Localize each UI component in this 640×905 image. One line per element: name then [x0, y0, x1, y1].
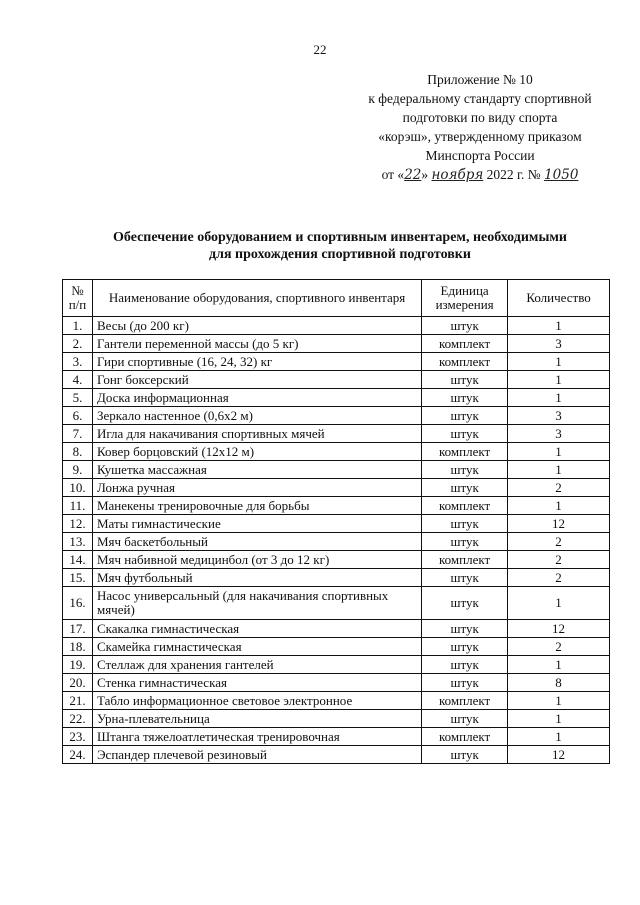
- row-name: Игла для накачивания спортивных мячей: [92, 425, 421, 443]
- row-quantity: 2: [508, 533, 610, 551]
- row-quantity: 3: [508, 407, 610, 425]
- row-unit: штук: [422, 587, 508, 620]
- row-unit: штук: [422, 479, 508, 497]
- equipment-table: [62, 279, 610, 764]
- row-unit: комплект: [422, 353, 508, 371]
- table-row: [63, 569, 610, 587]
- row-quantity: 2: [508, 638, 610, 656]
- row-number: 17.: [63, 620, 93, 638]
- row-unit: комплект: [422, 335, 508, 353]
- date-prefix: от «: [381, 167, 405, 182]
- table-row: [63, 638, 610, 656]
- table-row: [63, 335, 610, 353]
- row-name: Штанга тяжелоатлетическая тренировочная: [92, 728, 421, 746]
- row-number: 23.: [63, 728, 93, 746]
- row-number: 9.: [63, 461, 93, 479]
- handwritten-day: 22: [404, 167, 422, 183]
- table-row: [63, 692, 610, 710]
- row-quantity: 12: [508, 620, 610, 638]
- appendix-line-5: Минспорта России: [425, 148, 535, 163]
- row-number: 13.: [63, 533, 93, 551]
- row-number: 1.: [63, 317, 93, 335]
- row-name: Гантели переменной массы (до 5 кг): [92, 335, 421, 353]
- row-unit: штук: [422, 656, 508, 674]
- table-row: [63, 533, 610, 551]
- table-row: [63, 425, 610, 443]
- row-number: 22.: [63, 710, 93, 728]
- row-name: Весы (до 200 кг): [92, 317, 421, 335]
- row-name: Манекены тренировочные для борьбы: [92, 497, 421, 515]
- row-number: 14.: [63, 551, 93, 569]
- row-number: 19.: [63, 656, 93, 674]
- row-unit: комплект: [422, 692, 508, 710]
- row-unit: штук: [422, 371, 508, 389]
- row-unit: штук: [422, 533, 508, 551]
- row-quantity: 12: [508, 746, 610, 764]
- row-unit: комплект: [422, 443, 508, 461]
- row-quantity: 1: [508, 692, 610, 710]
- row-unit: штук: [422, 746, 508, 764]
- row-name: Ковер борцовский (12х12 м): [92, 443, 421, 461]
- table-row: [63, 515, 610, 533]
- row-name: Кушетка массажная: [92, 461, 421, 479]
- row-quantity: 8: [508, 674, 610, 692]
- row-quantity: 1: [508, 710, 610, 728]
- table-header-row: [63, 280, 610, 317]
- row-unit: штук: [422, 407, 508, 425]
- title-line-1: Обеспечение оборудованием и спортивным инвентарем, необходимыми: [113, 230, 567, 245]
- title-line-2: для прохождения спортивной подготовки: [209, 247, 471, 262]
- table-row: [63, 746, 610, 764]
- row-name: Скакалка гимнастическая: [92, 620, 421, 638]
- table-row: [63, 728, 610, 746]
- row-number: 11.: [63, 497, 93, 515]
- table-row: [63, 710, 610, 728]
- handwritten-order-number: 1050: [544, 167, 579, 183]
- table-row: [63, 497, 610, 515]
- header-quantity: Количество: [508, 280, 610, 317]
- row-name: Скамейка гимнастическая: [92, 638, 421, 656]
- appendix-line-1: Приложение № 10: [427, 72, 533, 87]
- row-unit: штук: [422, 389, 508, 407]
- row-quantity: 1: [508, 371, 610, 389]
- header-name: Наименование оборудования, спортивного инвентаря: [92, 280, 421, 317]
- row-quantity: 1: [508, 461, 610, 479]
- row-number: 24.: [63, 746, 93, 764]
- row-quantity: 3: [508, 335, 610, 353]
- row-name: Гири спортивные (16, 24, 32) кг: [92, 353, 421, 371]
- row-number: 15.: [63, 569, 93, 587]
- table-row: [63, 674, 610, 692]
- appendix-block: [330, 70, 630, 185]
- row-number: 16.: [63, 587, 93, 620]
- table-body: [63, 317, 610, 764]
- row-quantity: 2: [508, 479, 610, 497]
- table-row: [63, 551, 610, 569]
- row-unit: штук: [422, 461, 508, 479]
- table-row: [63, 443, 610, 461]
- document-title: [60, 229, 620, 263]
- row-number: 12.: [63, 515, 93, 533]
- row-name: Лонжа ручная: [92, 479, 421, 497]
- row-number: 10.: [63, 479, 93, 497]
- table-row: [63, 407, 610, 425]
- row-quantity: 12: [508, 515, 610, 533]
- row-name: Мяч футбольный: [92, 569, 421, 587]
- row-name: Зеркало настенное (0,6х2 м): [92, 407, 421, 425]
- row-number: 5.: [63, 389, 93, 407]
- row-quantity: 1: [508, 317, 610, 335]
- appendix-line-2: к федеральному стандарту спортивной: [368, 91, 592, 106]
- row-number: 2.: [63, 335, 93, 353]
- row-unit: штук: [422, 317, 508, 335]
- page-number: 22: [313, 42, 327, 57]
- row-name: Доска информационная: [92, 389, 421, 407]
- row-quantity: 1: [508, 443, 610, 461]
- row-unit: штук: [422, 638, 508, 656]
- appendix-date-line: [330, 165, 630, 185]
- row-name: Стеллаж для хранения гантелей: [92, 656, 421, 674]
- row-unit: штук: [422, 674, 508, 692]
- appendix-line-4: «корэш», утвержденному приказом: [378, 129, 582, 144]
- row-unit: штук: [422, 515, 508, 533]
- table-row: [63, 656, 610, 674]
- header-number: № п/п: [63, 280, 93, 317]
- row-number: 8.: [63, 443, 93, 461]
- row-unit: штук: [422, 569, 508, 587]
- row-quantity: 2: [508, 551, 610, 569]
- table-row: [63, 353, 610, 371]
- row-quantity: 1: [508, 389, 610, 407]
- row-unit: комплект: [422, 497, 508, 515]
- row-name: Эспандер плечевой резиновый: [92, 746, 421, 764]
- row-number: 3.: [63, 353, 93, 371]
- table-row: [63, 317, 610, 335]
- row-number: 18.: [63, 638, 93, 656]
- date-day-suffix: »: [421, 167, 429, 182]
- row-quantity: 1: [508, 587, 610, 620]
- row-quantity: 1: [508, 353, 610, 371]
- row-unit: штук: [422, 710, 508, 728]
- table-row: [63, 371, 610, 389]
- row-name: Маты гимнастические: [92, 515, 421, 533]
- row-number: 4.: [63, 371, 93, 389]
- appendix-line-3: подготовки по виду спорта: [402, 110, 558, 125]
- row-unit: штук: [422, 620, 508, 638]
- table-row: [63, 587, 610, 620]
- table-row: [63, 389, 610, 407]
- row-name: Мяч баскетбольный: [92, 533, 421, 551]
- row-quantity: 3: [508, 425, 610, 443]
- table-row: [63, 620, 610, 638]
- row-name: Табло информационное световое электронное: [92, 692, 421, 710]
- row-name: Урна-плевательница: [92, 710, 421, 728]
- row-number: 20.: [63, 674, 93, 692]
- row-quantity: 2: [508, 569, 610, 587]
- row-unit: комплект: [422, 728, 508, 746]
- date-year: 2022 г. №: [486, 167, 541, 182]
- row-number: 21.: [63, 692, 93, 710]
- row-number: 7.: [63, 425, 93, 443]
- row-number: 6.: [63, 407, 93, 425]
- row-unit: комплект: [422, 551, 508, 569]
- row-unit: штук: [422, 425, 508, 443]
- header-unit: Единица измерения: [422, 280, 508, 317]
- row-name: Насос универсальный (для накачивания спортивных мячей): [92, 587, 421, 620]
- row-name: Стенка гимнастическая: [92, 674, 421, 692]
- row-name: Гонг боксерский: [92, 371, 421, 389]
- row-quantity: 1: [508, 497, 610, 515]
- table-row: [63, 479, 610, 497]
- row-quantity: 1: [508, 656, 610, 674]
- row-name: Мяч набивной медицинбол (от 3 до 12 кг): [92, 551, 421, 569]
- row-quantity: 1: [508, 728, 610, 746]
- table-row: [63, 461, 610, 479]
- handwritten-month: ноября: [431, 167, 484, 183]
